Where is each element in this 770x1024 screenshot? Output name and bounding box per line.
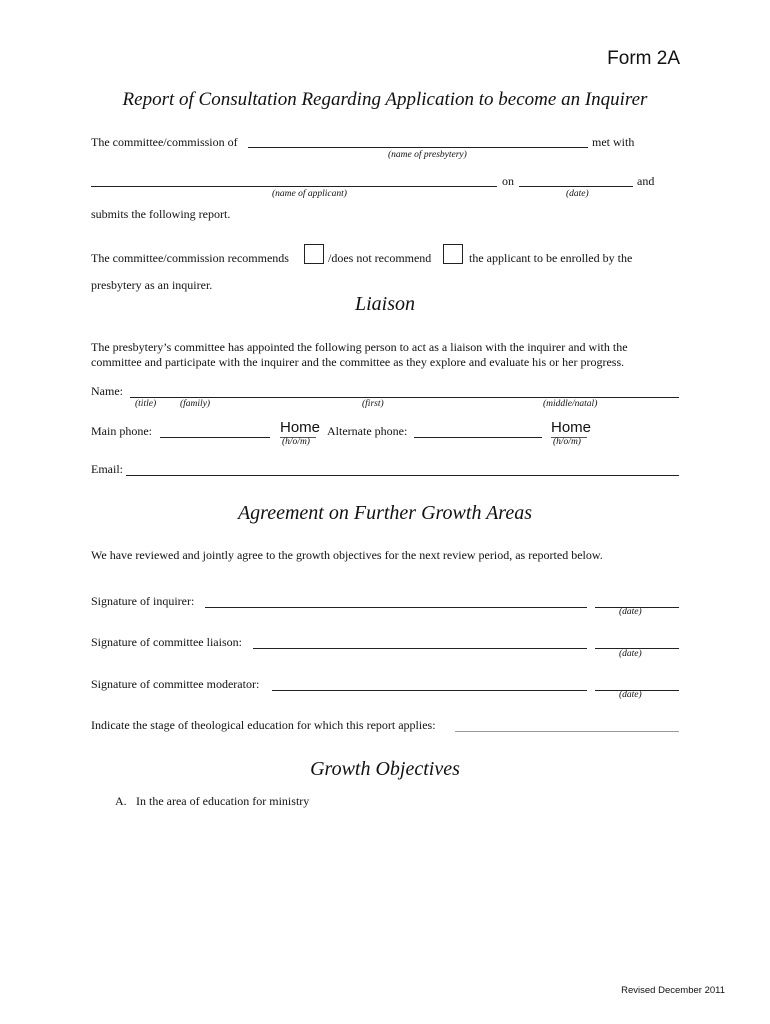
does-not-recommend-checkbox[interactable]: [443, 244, 463, 264]
presbytery-name-field[interactable]: [248, 133, 588, 148]
does-not-recommend-label: /does not recommend: [328, 251, 432, 265]
recommendation-tail: the applicant to be enrolled by the: [469, 251, 633, 265]
main-phone-label: Main phone:: [91, 424, 152, 438]
sig-inquirer-label: Signature of inquirer:: [91, 594, 195, 608]
growth-heading: Growth Objectives: [310, 758, 460, 780]
recommend-checkbox[interactable]: [304, 244, 324, 264]
first-caption: (first): [362, 399, 384, 409]
sig-inquirer-date-field[interactable]: [595, 593, 679, 608]
submits-text: submits the following report.: [91, 207, 231, 221]
on-label: on: [502, 174, 514, 188]
sig-moderator-date-caption: (date): [619, 690, 642, 700]
form-number: Form 2A: [607, 48, 680, 69]
alt-phone-field[interactable]: [414, 423, 542, 438]
presbytery-caption: (name of presbytery): [388, 150, 467, 160]
family-caption: (family): [180, 399, 211, 409]
main-phone-hom-caption: (h/o/m): [282, 437, 310, 447]
email-label: Email:: [91, 462, 123, 476]
sig-moderator-label: Signature of committee moderator:: [91, 677, 260, 691]
sig-inquirer-date-caption: (date): [619, 607, 642, 617]
sig-liaison-label: Signature of committee liaison:: [91, 635, 242, 649]
sig-moderator-date-field[interactable]: [595, 676, 679, 691]
name-label: Name:: [91, 384, 123, 398]
liaison-heading: Liaison: [354, 293, 416, 315]
and-label: and: [637, 174, 655, 188]
agreement-heading: Agreement on Further Growth Areas: [237, 502, 533, 524]
middle-caption: (middle/natal): [543, 399, 598, 409]
main-phone-type-select[interactable]: Home: [280, 419, 321, 436]
stage-field[interactable]: [455, 717, 679, 732]
alt-phone-label: Alternate phone:: [327, 424, 408, 438]
education-objectives-textarea[interactable]: [136, 814, 680, 968]
agreement-paragraph: We have reviewed and jointly agree to the growth objectives for the next review period, as reported below.: [91, 548, 603, 562]
revised-footer: Revised December 2011: [621, 985, 725, 996]
sig-inquirer-field[interactable]: [205, 593, 587, 608]
recommends-label: The committee/commission recommends: [91, 251, 289, 265]
alt-phone-type-select[interactable]: Home: [551, 419, 592, 436]
committee-of-label: The committee/commission of: [91, 135, 238, 149]
recommendation-tail-2: presbytery as an inquirer.: [91, 278, 213, 292]
met-with-label: met with: [592, 135, 635, 149]
item-a-marker: A.: [115, 794, 127, 808]
alt-phone-hom-caption: (h/o/m): [553, 437, 581, 447]
main-phone-field[interactable]: [160, 423, 270, 438]
sig-moderator-field[interactable]: [272, 676, 587, 691]
item-a-text: In the area of education for ministry: [136, 794, 310, 808]
liaison-paragraph-1: The presbytery’s committee has appointed the following person to act as a liaison with the inquirer and with the: [91, 340, 628, 354]
title-caption: (title): [135, 399, 157, 409]
sig-liaison-field[interactable]: [253, 634, 587, 649]
liaison-paragraph-2: committee and participate with the inquirer and the committee as they explore and evaluate his or her progress.: [91, 355, 625, 369]
sig-liaison-date-caption: (date): [619, 649, 642, 659]
applicant-caption: (name of applicant): [272, 189, 347, 199]
page-title: Report of Consultation Regarding Application to become an Inquirer: [122, 89, 648, 110]
applicant-name-field[interactable]: [91, 172, 497, 187]
date-caption: (date): [566, 189, 589, 199]
meeting-date-field[interactable]: [519, 172, 633, 187]
liaison-name-field[interactable]: [130, 383, 679, 398]
stage-label: Indicate the stage of theological education for which this report applies:: [91, 718, 436, 732]
email-field[interactable]: [126, 461, 679, 476]
sig-liaison-date-field[interactable]: [595, 634, 679, 649]
